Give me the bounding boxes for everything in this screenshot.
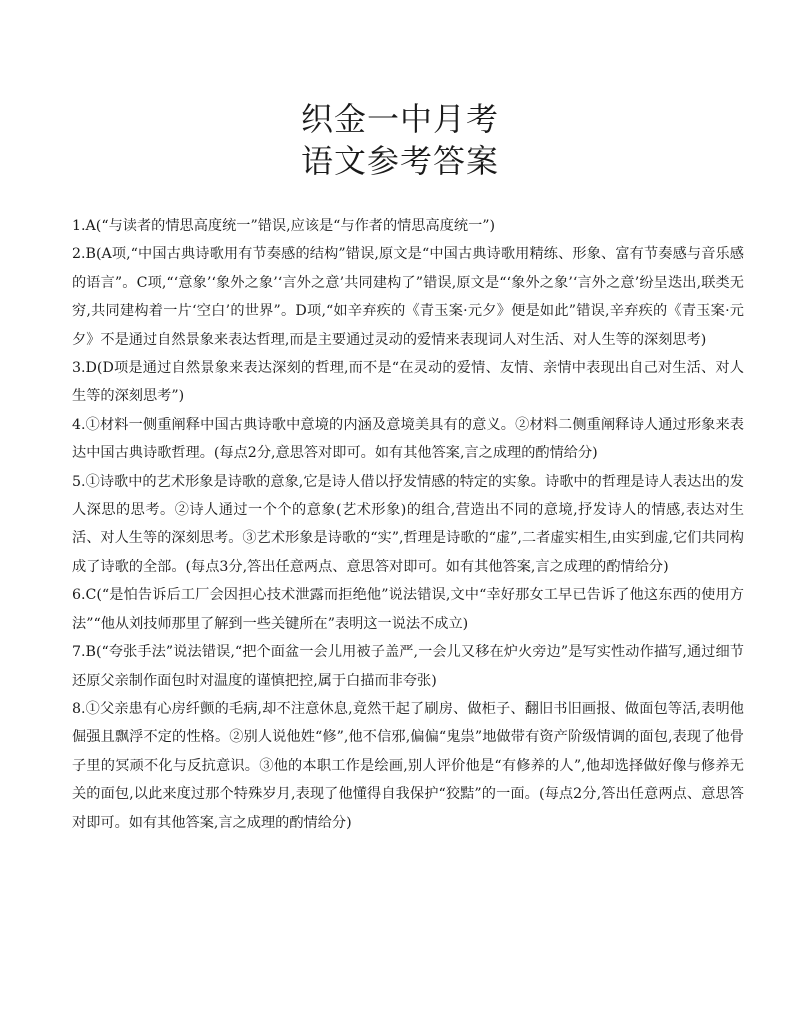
title-block (0, 98, 800, 182)
page-title: 织金一中月考 (300, 100, 499, 138)
page-subtitle: 语文参考答案 (300, 142, 499, 180)
answer-6: 6.C(“是怕告诉后工厂会因担心技术泄露而拒绝他”说法错误,文中“幸好那女工早已告诉了他这东西的使用方法”“他从刘技师那里了解到一些关键所在”表明这一说法不成立) (72, 587, 744, 632)
answer-4: 4.①材料一侧重阐释中国古典诗歌中意境的内涵及意境美具有的意义。②材料二侧重阐释诗人通过形象来表达中国古典诗歌哲理。(每点2分,意思答对即可。如有其他答案,言之成理的酌情给分) (72, 416, 744, 462)
answer-7: 7.B(“夸张手法”说法错误,“把个面盆一会儿用被子盖严,一会儿又移在炉火旁边”是写实性动作描写,通过细节还原父亲制作面包时对温度的谨慎把控,属于白描而非夸张) (72, 644, 744, 689)
answer-5: 5.①诗歌中的艺术形象是诗歌的意象,它是诗人借以抒发情感的特定的实象。诗歌中的哲理是诗人表达出的发人深思的思考。②诗人通过一个个的意象(艺术形象)的组合,营造出不同的意境,抒发诗人的情感,表达对生活、对人生等的深刻思考。③艺术形象是诗歌的“实”,哲理是诗歌的“虚”,二者虚实相生,由实到虚,它们共同构成了诗歌的全部。(每点3分,答出任意两点、意思答对即可。如有其他答案,言之成理的酌情给分) (72, 473, 744, 575)
answer-8: 8.①父亲患有心房纤颤的毛病,却不注意休息,竟然干起了刷房、做柜子、翻旧书旧画报、做面包等活,表明他倔强且飘浮不定的性格。②别人说他姓“修”,他不信邪,偏偏“鬼祟”地做带有资产阶级情调的面包,表现了他骨子里的冥顽不化与反抗意识。③他的本职工作是绘画,别人评价他是“有修养的人”,他却选择做好像与修养无关的面包,以此来度过那个特殊岁月,表现了他懂得自我保护“狡黠”的一面。(每点2分,答出任意两点、意思答对即可。如有其他答案,言之成理的酌情给分) (72, 700, 744, 831)
answer-2: 2.B(A项,“中国古典诗歌用有节奏感的结构”错误,原文是“中国古典诗歌用精练、形象、富有节奏感与音乐感的语言”。C项,“‘意象’‘象外之象’‘言外之意’共同建构了”错误,原文是“‘象外之象’‘言外之意’纷呈迭出,联类无穷,共同建构着一片‘空白’的世界”。D项,“如辛弃疾的《青玉案·元夕》便是如此”错误,辛弃疾的《青玉案·元夕》不是通过自然景象来表达哲理,而是主要通过灵动的爱情来表现词人对生活、对人生等的深刻思考) (72, 246, 744, 348)
answer-3: 3.D(D项是通过自然景象来表达深刻的哲理,而不是“在灵动的爱情、友情、亲情中表现出自己对生活、对人生等的深刻思考”) (72, 360, 744, 405)
answer-1: 1.A(“与读者的情思高度统一”错误,应该是“与作者的情思高度统一”) (72, 218, 496, 234)
answer-list (72, 212, 744, 837)
